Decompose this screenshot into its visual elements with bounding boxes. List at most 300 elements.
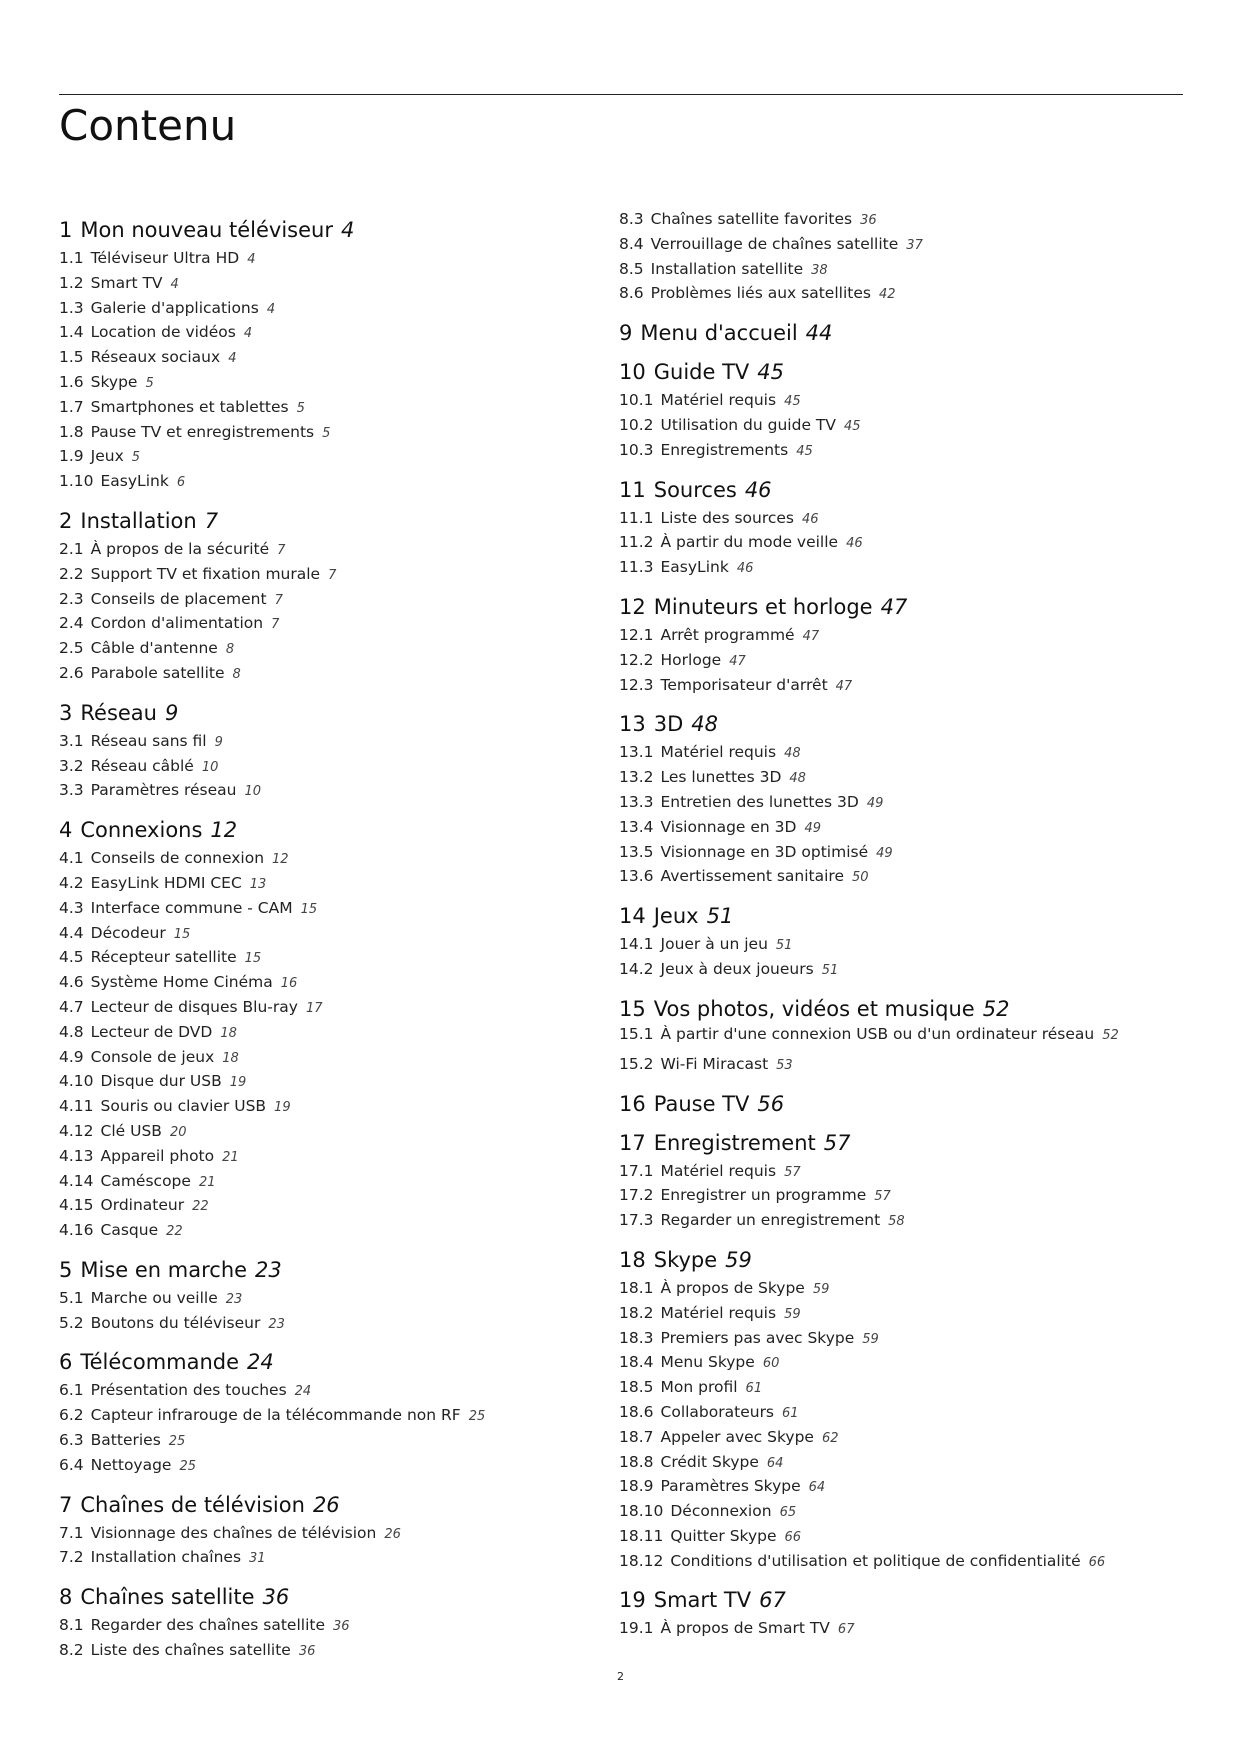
entry-number: 4.6: [59, 973, 84, 992]
chapter-page: 46: [744, 477, 772, 502]
entry-title: Batteries: [90, 1431, 161, 1450]
toc-entry[interactable]: [619, 1209, 1189, 1234]
entry-number: 14.1: [619, 935, 654, 954]
chapter-page: 12: [210, 818, 238, 843]
entry-page: 45: [784, 394, 801, 410]
entry-number: 5.1: [59, 1288, 84, 1307]
entry-title: Avertissement sanitaire: [660, 867, 844, 886]
entry-title: Conseils de connexion: [90, 849, 265, 868]
entry-title: Problèmes liés aux satellites: [650, 284, 871, 303]
entry-title: Collaborateurs: [660, 1402, 775, 1421]
entry-title: Pause TV et enregistrements: [90, 422, 315, 441]
toc-entry[interactable]: [59, 1522, 619, 1547]
entry-page: 67: [837, 1622, 855, 1638]
toc-entry[interactable]: [619, 841, 1189, 866]
entry-number: 6.1: [59, 1381, 84, 1400]
chapter-heading[interactable]: [619, 1130, 1189, 1156]
entry-title: Ordinateur: [100, 1196, 185, 1215]
entry-number: 2.1: [59, 539, 84, 558]
entry-title: Déconnexion: [670, 1502, 772, 1521]
toc-entry[interactable]: [619, 258, 1189, 283]
chapter-heading[interactable]: [619, 594, 1189, 620]
entry-title: Smart TV: [90, 273, 163, 292]
entry-title: Regarder des chaînes satellite: [90, 1616, 325, 1635]
chapter-heading[interactable]: [619, 320, 1189, 346]
chapter-number: 13: [619, 712, 646, 737]
toc-entry[interactable]: [59, 662, 619, 687]
toc-entry[interactable]: [59, 396, 619, 421]
entry-title: Nettoyage: [90, 1455, 172, 1474]
entry-title: Galerie d'applications: [90, 298, 259, 317]
entry-page: 47: [729, 653, 746, 669]
entry-title: EasyLink: [660, 558, 729, 577]
toc-entry[interactable]: [619, 791, 1189, 816]
toc-entry[interactable]: [619, 1550, 1189, 1575]
entry-number: 14.2: [619, 959, 654, 978]
entry-title: Installation satellite: [650, 259, 804, 278]
chapter-number: 11: [619, 477, 646, 502]
entry-page: 42: [878, 287, 896, 303]
entry-title: Regarder un enregistrement: [660, 1211, 881, 1230]
entry-page: 12: [272, 852, 289, 868]
entry-title: Jeux: [90, 447, 124, 466]
toc-entry[interactable]: [59, 1145, 619, 1170]
entry-page: 7: [271, 617, 280, 633]
entry-number: 13.1: [619, 743, 654, 762]
chapter-page: 67: [759, 1588, 786, 1613]
chapter-heading[interactable]: [619, 359, 1189, 385]
chapter-continuation: [619, 208, 1189, 307]
entry-number: 18.2: [619, 1303, 654, 1322]
entry-number: 12.2: [619, 650, 654, 669]
entry-number: 3.3: [59, 781, 84, 800]
toc-entry[interactable]: [59, 470, 619, 495]
entry-page: 58: [888, 1214, 905, 1230]
entry-title: Parabole satellite: [90, 663, 225, 682]
entry-number: 1.4: [59, 323, 84, 342]
entry-number: 3.1: [59, 731, 84, 750]
entry-page: 64: [808, 1480, 826, 1496]
entry-title: Mon profil: [660, 1378, 738, 1397]
chapter-number: 15: [619, 996, 646, 1021]
entry-number: 13.6: [619, 867, 654, 886]
entry-page: 36: [298, 1644, 316, 1660]
entry-number: 18.5: [619, 1378, 654, 1397]
entry-page: 6: [176, 475, 186, 491]
entry-page: 23: [268, 1316, 285, 1332]
entry-title: Décodeur: [90, 923, 166, 942]
toc-entry[interactable]: [59, 996, 619, 1021]
toc-entry[interactable]: [59, 1429, 619, 1454]
entry-page: 8: [225, 642, 235, 658]
entry-title: Paramètres Skype: [660, 1477, 801, 1496]
toc-entry[interactable]: [59, 588, 619, 613]
chapter-heading[interactable]: [619, 477, 1189, 503]
entry-number: 2.2: [59, 564, 84, 583]
entry-title: Lecteur de disques Blu-ray: [90, 997, 298, 1016]
toc-entry[interactable]: [59, 1194, 619, 1219]
chapter-number: 3: [59, 700, 73, 725]
toc-entry[interactable]: [59, 1219, 619, 1244]
toc-entry[interactable]: [59, 272, 619, 297]
chapter-number: 2: [59, 508, 73, 533]
toc-entry[interactable]: [59, 297, 619, 322]
entry-title: Marche ou veille: [90, 1288, 218, 1307]
entry-page: 59: [812, 1281, 830, 1297]
chapter-heading[interactable]: [59, 817, 619, 843]
entry-page: 47: [802, 628, 820, 644]
entry-page: 5: [131, 450, 141, 466]
entry-page: 49: [876, 845, 893, 861]
entry-title: Cordon d'alimentation: [90, 614, 264, 633]
toc-entry[interactable]: [59, 922, 619, 947]
page-title: Contenu: [59, 101, 237, 150]
toc-entry[interactable]: [59, 1170, 619, 1195]
toc-entry[interactable]: [59, 563, 619, 588]
entry-number: 18.3: [619, 1328, 654, 1347]
chapter-page: 44: [805, 321, 833, 346]
toc-entry[interactable]: [619, 1451, 1189, 1476]
chapter-page: 23: [255, 1257, 282, 1282]
entry-page: 25: [468, 1409, 486, 1425]
toc-entry[interactable]: [59, 872, 619, 897]
entry-page: 15: [300, 901, 318, 917]
entry-title: Réseaux sociaux: [90, 348, 221, 367]
toc-entry[interactable]: [619, 649, 1189, 674]
toc-entry[interactable]: [619, 865, 1189, 890]
toc-entry[interactable]: [619, 208, 1189, 233]
entry-number: 13.2: [619, 768, 654, 787]
entry-page: 23: [225, 1291, 243, 1307]
toc-entry[interactable]: [619, 414, 1189, 439]
toc-entry[interactable]: [619, 933, 1189, 958]
toc-chapter: [619, 1587, 1189, 1642]
toc-entry[interactable]: [619, 624, 1189, 649]
toc-entry[interactable]: [59, 1095, 619, 1120]
entry-page: 19: [229, 1075, 247, 1091]
entry-title: Visionnage en 3D: [660, 817, 797, 836]
toc-chapter: [59, 1257, 619, 1337]
toc-entry[interactable]: [59, 346, 619, 371]
chapter-title: Vos photos, vidéos et musique: [653, 996, 975, 1021]
chapter-title: Jeux: [653, 904, 699, 929]
chapter-heading[interactable]: [59, 1492, 619, 1518]
entry-page: 19: [274, 1100, 291, 1116]
toc-entry[interactable]: [619, 1160, 1189, 1185]
entry-title: Smartphones et tablettes: [90, 397, 289, 416]
entry-page: 62: [821, 1430, 839, 1446]
toc-entry[interactable]: [619, 389, 1189, 414]
entry-title: Jouer à un jeu: [660, 935, 768, 954]
toc-entry[interactable]: [619, 766, 1189, 791]
toc-entry[interactable]: [59, 421, 619, 446]
header-rule: [59, 94, 1183, 95]
entry-page: 45: [843, 418, 861, 434]
entry-page: 5: [296, 400, 305, 416]
entry-title: Temporisateur d'arrêt: [660, 675, 828, 694]
chapter-title: Chaînes satellite: [80, 1585, 255, 1610]
toc-entry[interactable]: [59, 897, 619, 922]
toc-entry[interactable]: [59, 1639, 619, 1664]
entry-number: 1.5: [59, 348, 84, 367]
toc-entry[interactable]: [59, 1046, 619, 1071]
chapter-page: 7: [204, 508, 219, 533]
entry-title: Quitter Skype: [670, 1526, 777, 1545]
entry-page: 15: [173, 926, 191, 942]
entry-page: 38: [811, 262, 828, 278]
entry-number: 10.2: [619, 415, 654, 434]
entry-number: 1.10: [59, 472, 94, 491]
toc-chapter: [59, 1492, 619, 1572]
entry-page: 52: [1102, 1027, 1119, 1043]
entry-number: 8.2: [59, 1641, 84, 1660]
chapter-heading[interactable]: [619, 903, 1189, 929]
chapter-title: Guide TV: [653, 360, 750, 385]
chapter-page: 4: [340, 218, 355, 242]
toc-entry[interactable]: [59, 321, 619, 346]
entry-title: Skype: [90, 372, 138, 391]
toc-entry[interactable]: [59, 730, 619, 755]
chapter-number: 17: [619, 1130, 646, 1155]
toc-entry[interactable]: [59, 971, 619, 996]
entry-number: 1.1: [59, 249, 84, 267]
entry-number: 18.12: [619, 1551, 664, 1570]
entry-number: 11.2: [619, 533, 654, 552]
entry-number: 8.3: [619, 210, 644, 228]
chapter-page: 36: [262, 1585, 290, 1610]
entry-number: 15.2: [619, 1054, 654, 1073]
toc-entry[interactable]: [619, 282, 1189, 307]
toc-entry[interactable]: [59, 1021, 619, 1046]
entry-page: 60: [762, 1356, 780, 1372]
entry-title: Menu Skype: [660, 1353, 755, 1372]
entry-page: 61: [745, 1381, 763, 1397]
toc-entry[interactable]: [59, 445, 619, 470]
toc-entry[interactable]: [59, 779, 619, 804]
entry-page: 7: [328, 567, 337, 583]
entry-page: 8: [232, 666, 241, 682]
toc-entry[interactable]: [619, 233, 1189, 258]
entry-number: 6.3: [59, 1431, 84, 1450]
entry-title: Capteur infrarouge de la télécommande non RF: [90, 1406, 461, 1425]
toc-entry[interactable]: [619, 958, 1189, 983]
entry-title: À partir du mode veille: [660, 533, 839, 552]
entry-title: Horloge: [660, 650, 722, 669]
entry-page: 24: [294, 1384, 312, 1400]
toc-entry[interactable]: [619, 1426, 1189, 1451]
entry-title: Console de jeux: [90, 1047, 215, 1066]
chapter-title: Minuteurs et horloge: [653, 594, 873, 619]
entry-number: 8.4: [619, 234, 644, 253]
chapter-heading[interactable]: [619, 996, 1189, 1022]
toc-entry[interactable]: [59, 538, 619, 563]
chapter-heading[interactable]: [59, 508, 619, 534]
toc-entry[interactable]: [59, 946, 619, 971]
chapter-heading[interactable]: [619, 1587, 1189, 1613]
entry-title: EasyLink: [100, 472, 169, 491]
toc-entry[interactable]: [619, 1053, 1189, 1078]
entry-title: Boutons du téléviseur: [90, 1313, 261, 1332]
chapter-title: Installation: [80, 508, 197, 533]
chapter-title: Skype: [653, 1247, 718, 1272]
entry-page: 53: [776, 1057, 793, 1073]
chapter-heading[interactable]: [59, 1257, 619, 1283]
entry-number: 11.3: [619, 558, 654, 577]
toc-entry[interactable]: [59, 1287, 619, 1312]
chapter-number: 16: [619, 1091, 646, 1116]
toc-entry[interactable]: [59, 247, 619, 272]
toc-entry[interactable]: [619, 1525, 1189, 1550]
toc-entry[interactable]: [619, 1617, 1189, 1642]
entry-number: 4.15: [59, 1196, 94, 1215]
entry-page: 46: [802, 511, 819, 527]
chapter-heading[interactable]: [59, 1584, 619, 1610]
toc-entry[interactable]: [619, 1351, 1189, 1376]
toc-entry[interactable]: [619, 1401, 1189, 1426]
toc-entry[interactable]: [59, 755, 619, 780]
entry-title: EasyLink HDMI CEC: [90, 873, 242, 892]
entry-title: Premiers pas avec Skype: [660, 1328, 855, 1347]
chapter-page: 45: [757, 360, 785, 385]
toc-entry[interactable]: [59, 1546, 619, 1571]
entry-number: 4.9: [59, 1047, 84, 1066]
entry-number: 2.3: [59, 589, 84, 608]
entry-number: 7.2: [59, 1548, 84, 1567]
entry-page: 25: [179, 1458, 197, 1474]
chapter-heading[interactable]: [619, 1247, 1189, 1273]
entry-title: Support TV et fixation murale: [90, 564, 321, 583]
entry-number: 18.4: [619, 1353, 654, 1372]
entry-title: Clé USB: [100, 1121, 162, 1140]
toc-entry[interactable]: [619, 1376, 1189, 1401]
toc-entry[interactable]: [59, 1454, 619, 1479]
entry-number: 4.10: [59, 1072, 94, 1091]
entry-page: 4: [266, 301, 276, 317]
toc-chapter: [619, 320, 1189, 346]
toc-chapter: [59, 217, 619, 495]
entry-title: Matériel requis: [660, 1161, 777, 1180]
entry-page: 20: [169, 1124, 187, 1140]
entry-number: 17.2: [619, 1186, 654, 1205]
entry-page: 16: [280, 976, 298, 992]
entry-number: 13.5: [619, 842, 654, 861]
chapter-number: 9: [619, 321, 633, 346]
entry-title: Lecteur de DVD: [90, 1022, 213, 1041]
chapter-title: Mon nouveau téléviseur: [80, 218, 333, 242]
entry-number: 3.2: [59, 756, 84, 775]
chapter-number: 18: [619, 1247, 646, 1272]
entry-number: 17.1: [619, 1161, 654, 1180]
toc-entry[interactable]: [59, 612, 619, 637]
entry-title: Entretien des lunettes 3D: [660, 792, 859, 811]
toc-entry[interactable]: [619, 1184, 1189, 1209]
entry-number: 4.13: [59, 1146, 94, 1165]
entry-title: Liste des chaînes satellite: [90, 1641, 291, 1660]
toc-entry[interactable]: [619, 531, 1189, 556]
entry-number: 15.1: [619, 1024, 654, 1043]
toc-entry[interactable]: [619, 1500, 1189, 1525]
entry-page: 22: [166, 1224, 183, 1240]
entry-page: 10: [244, 784, 262, 800]
entry-number: 1.3: [59, 298, 84, 317]
entry-page: 51: [775, 938, 793, 954]
toc-entry[interactable]: [59, 1614, 619, 1639]
entry-number: 17.3: [619, 1211, 654, 1230]
chapter-page: 59: [725, 1247, 752, 1272]
chapter-heading[interactable]: [59, 217, 619, 243]
entry-title: À propos de la sécurité: [90, 539, 270, 558]
entry-page: 4: [170, 276, 179, 292]
toc-entry[interactable]: [59, 1070, 619, 1095]
toc-entry[interactable]: [619, 1277, 1189, 1302]
chapter-heading[interactable]: [619, 1091, 1189, 1117]
entry-page: 7: [274, 592, 283, 608]
toc-entry[interactable]: [59, 847, 619, 872]
toc-entry[interactable]: [619, 816, 1189, 841]
chapter-heading[interactable]: [619, 711, 1189, 737]
toc-entry[interactable]: [59, 637, 619, 662]
entry-number: 4.11: [59, 1097, 94, 1116]
toc-entry[interactable]: [619, 1327, 1189, 1352]
toc-entry[interactable]: [619, 674, 1189, 699]
entry-number: 1.7: [59, 397, 84, 416]
toc-entry[interactable]: [619, 439, 1189, 464]
chapter-heading[interactable]: [59, 1349, 619, 1375]
entry-title: Interface commune - CAM: [90, 898, 293, 917]
toc-entry[interactable]: [59, 1312, 619, 1337]
entry-title: À propos de Smart TV: [660, 1619, 830, 1638]
toc-entry[interactable]: [619, 1026, 1189, 1044]
entry-page: 18: [220, 1025, 237, 1041]
entry-title: Verrouillage de chaînes satellite: [650, 234, 899, 253]
toc-entry[interactable]: [59, 371, 619, 396]
entry-page: 26: [384, 1526, 401, 1542]
toc-entry[interactable]: [619, 1302, 1189, 1327]
toc-entry[interactable]: [619, 556, 1189, 581]
entry-page: 48: [784, 746, 801, 762]
entry-title: Enregistrements: [660, 440, 789, 459]
entry-page: 5: [322, 425, 331, 441]
toc-entry[interactable]: [59, 1379, 619, 1404]
entry-page: 59: [784, 1306, 801, 1322]
entry-number: 18.7: [619, 1427, 654, 1446]
toc-entry[interactable]: [619, 741, 1189, 766]
toc-entry[interactable]: [619, 507, 1189, 532]
entry-page: 65: [779, 1505, 797, 1521]
entry-title: Matériel requis: [660, 743, 777, 762]
chapter-heading[interactable]: [59, 700, 619, 726]
entry-page: 66: [1088, 1554, 1106, 1570]
toc-chapter: [619, 1247, 1189, 1575]
chapter-number: 19: [619, 1588, 646, 1613]
entry-number: 2.5: [59, 639, 84, 658]
toc-chapter: [619, 1091, 1189, 1117]
entry-page: 46: [736, 561, 754, 577]
entry-number: 13.3: [619, 792, 654, 811]
entry-page: 15: [244, 951, 262, 967]
toc-entry[interactable]: [619, 1475, 1189, 1500]
entry-number: 18.6: [619, 1402, 654, 1421]
chapter-title: Chaînes de télévision: [80, 1492, 305, 1517]
entry-title: Chaînes satellite favorites: [650, 210, 853, 228]
entry-page: 46: [846, 536, 863, 552]
entry-number: 1.9: [59, 447, 84, 466]
chapter-page: 56: [757, 1091, 785, 1116]
entry-number: 2.4: [59, 614, 84, 633]
toc-entry[interactable]: [59, 1404, 619, 1429]
toc-entry[interactable]: [59, 1120, 619, 1145]
chapter-number: 10: [619, 360, 646, 385]
